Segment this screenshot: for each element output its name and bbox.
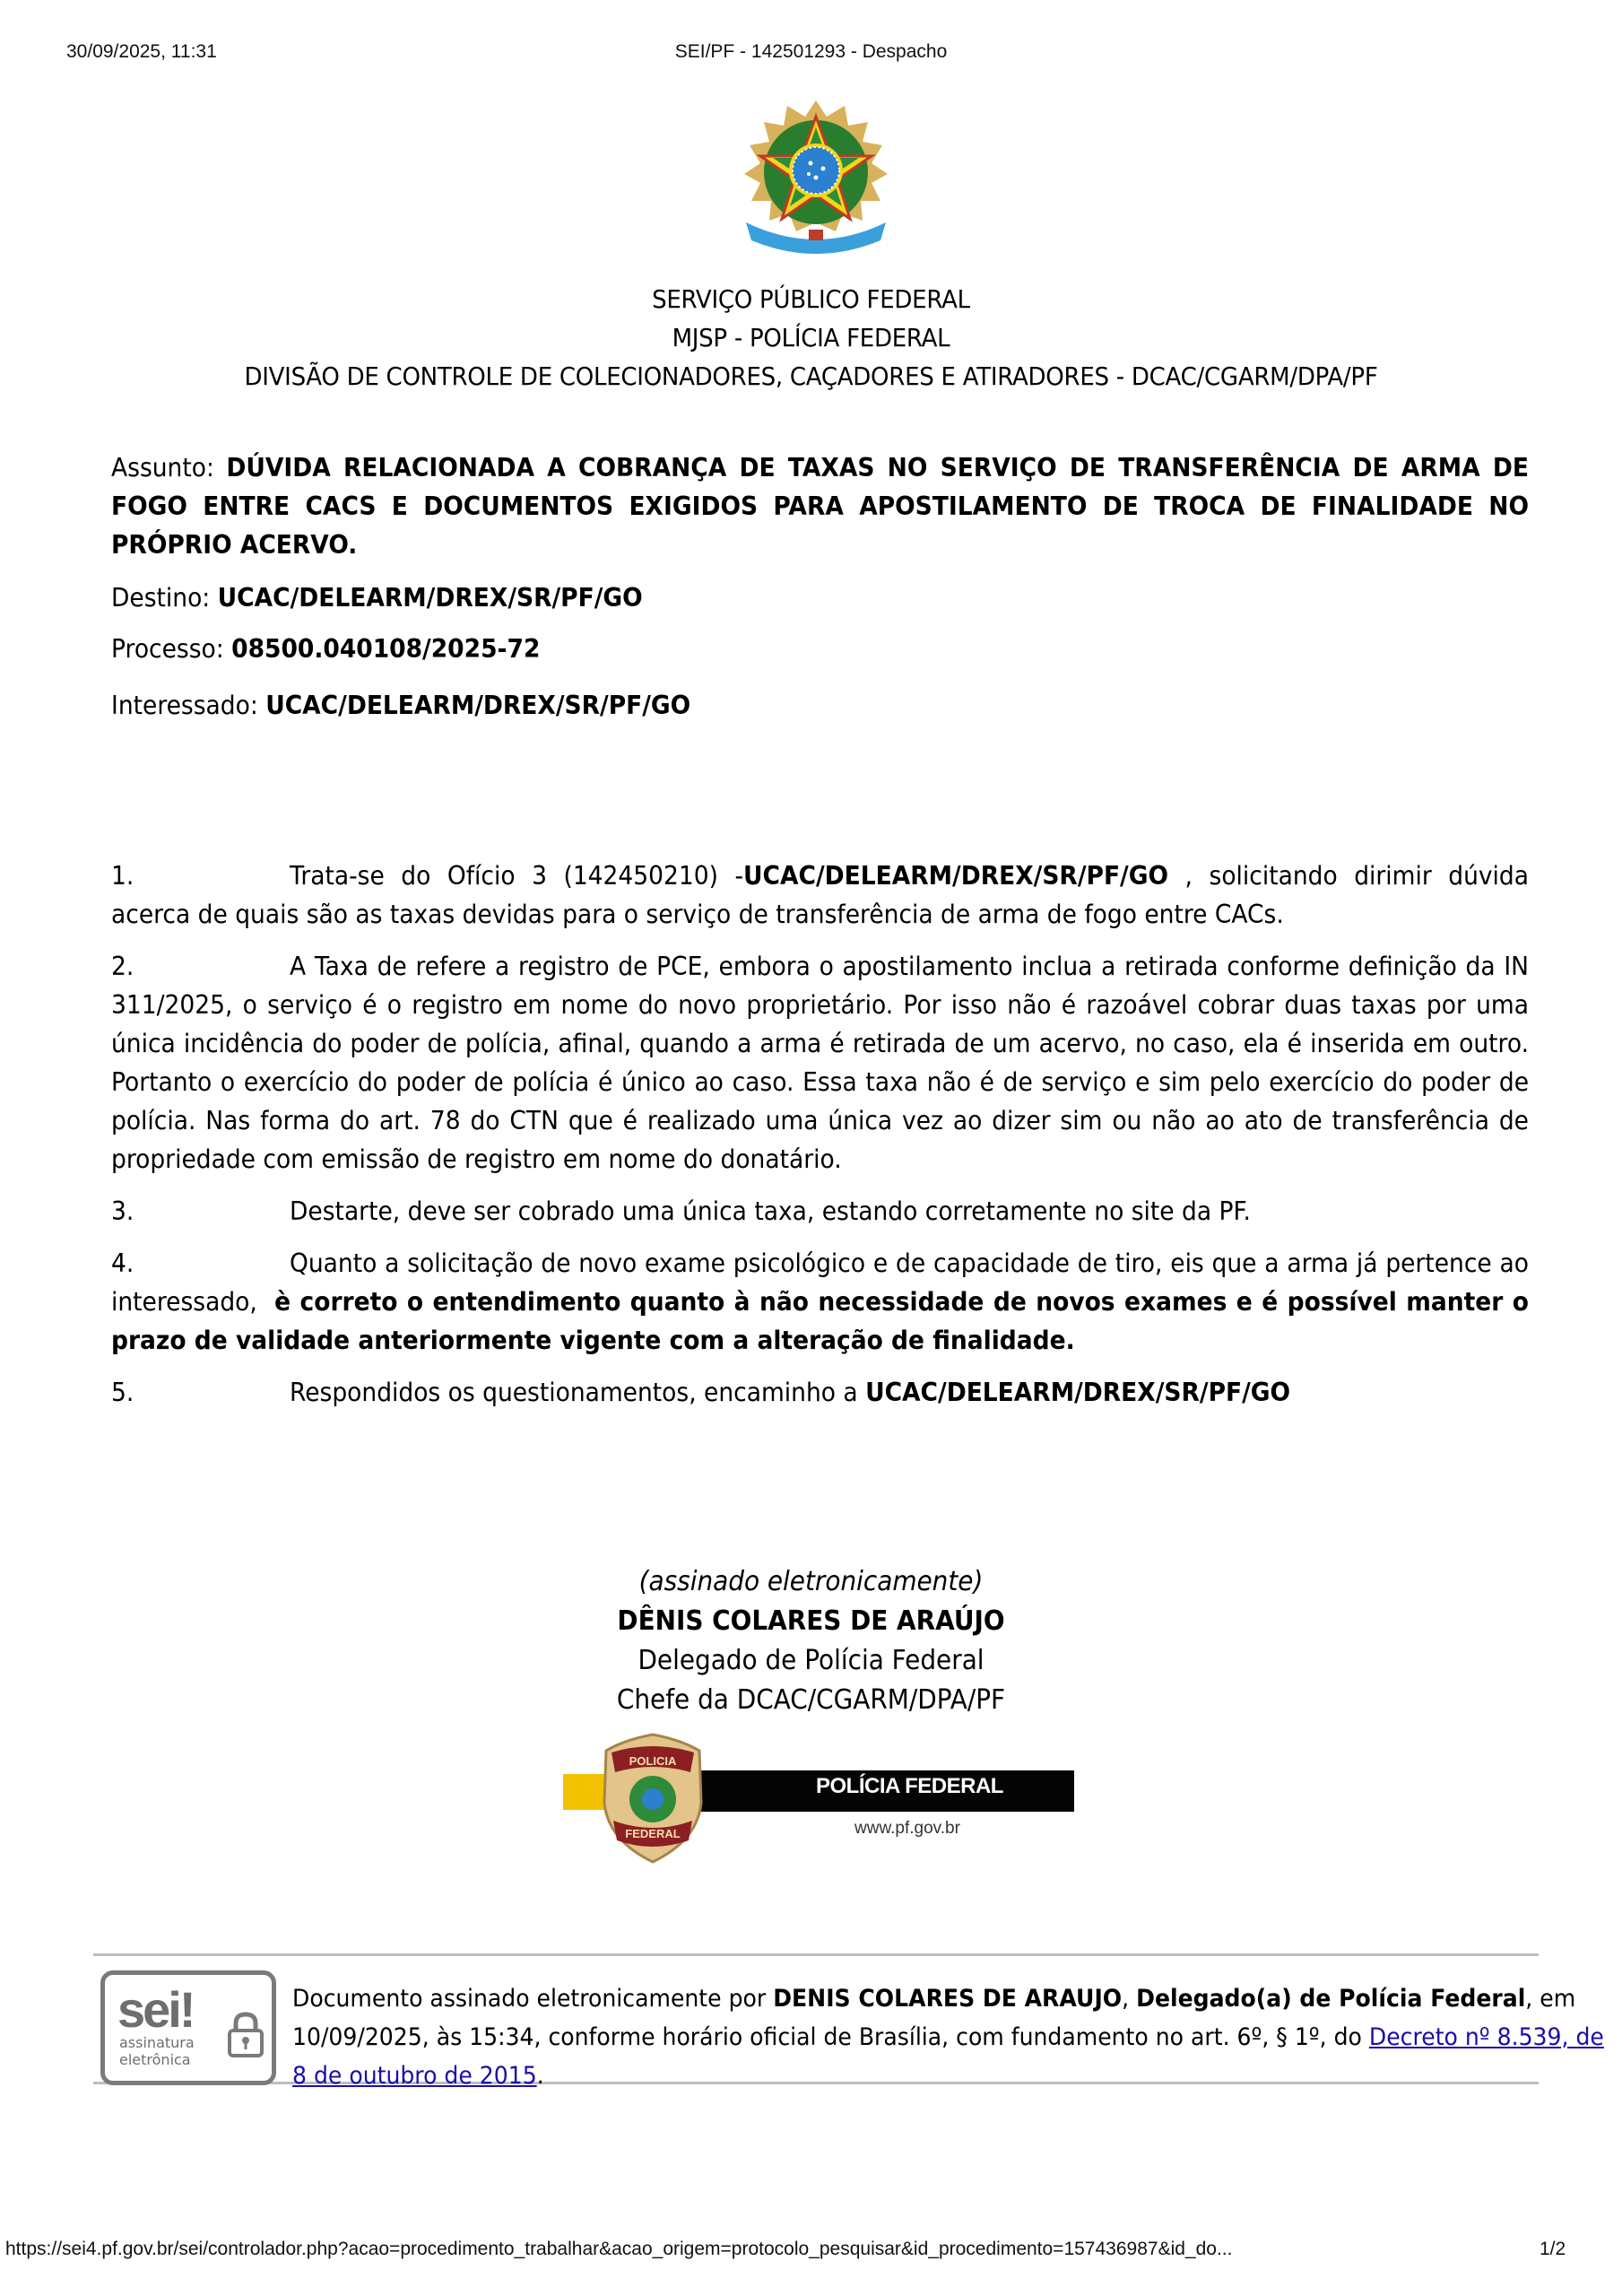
sei-logo-sub1: assinatura xyxy=(119,2034,195,2051)
interested-field xyxy=(111,691,1428,720)
statement-text: . xyxy=(536,2062,544,2090)
paragraph-text: Quanto a solicitação de novo exame psicológico e de capacidade de tiro, eis que a arma já pertence ao interessado, xyxy=(111,1248,1537,1317)
paragraph-text: A Taxa de refere a registro de PCE, embora o apostilamento inclua a retirada conforme definição da IN 311/2025, o serviço é o registro em nome do novo proprietário. Por isso não é razoável cobrar duas taxas por uma única incidência do poder de polícia, afinal, quando a arma é retirada de um acervo, no caso, ela é inserida em outro. Portanto o exercício do poder de polícia é único ao caso. Essa taxa não é de serviço e sim pelo exercício do poder de polícia. Nas forma do art. 78 do CTN que é realizado uma única vez ao dizer sim ou não ao ato de transferência de propriedade com emissão de registro em nome do donatário. xyxy=(111,952,1529,1174)
policia-federal-logo xyxy=(563,1729,1074,1873)
process-field xyxy=(111,634,1428,664)
org-line-ministry: MJSP - POLÍCIA FEDERAL xyxy=(672,323,950,352)
interested-value: UCAC/DELEARM/DREX/SR/PF/GO xyxy=(265,691,691,720)
subject-label: Assunto: xyxy=(111,453,227,483)
paragraph-number: 3. xyxy=(111,1196,134,1226)
sei-logo-subtitle xyxy=(119,2034,195,2068)
electronic-signature-stamp xyxy=(93,1953,1604,2090)
paragraph-text: , solicitando dirimir dúvida acerca de quais são as taxas devidas para o serviço de transferência de arma de fogo entre CACs. xyxy=(111,861,1529,929)
process-number: 08500.040108/2025-72 xyxy=(231,634,541,664)
signed-note: (assinado eletronicamente) xyxy=(638,1566,984,1597)
paragraph-text: Respondidos os questionamentos, encaminho a xyxy=(290,1378,866,1407)
statement-text: , em 10/09/2025, às 15:34, conforme horário oficial de Brasília, com fundamento no art. 6º, § 1º, do xyxy=(292,1985,1576,2051)
organization-header xyxy=(56,280,1565,396)
interested-label: Interessado: xyxy=(111,691,266,720)
paragraph-bold-text: UCAC/DELEARM/DREX/SR/PF/GO xyxy=(743,861,1169,891)
subject-field xyxy=(111,448,1529,564)
statement-text: , xyxy=(1122,1985,1137,2013)
org-line-service: SERVIÇO PÚBLICO FEDERAL xyxy=(652,284,970,314)
print-footer xyxy=(0,2239,1622,2266)
paragraph-bold-text: UCAC/DELEARM/DREX/SR/PF/GO xyxy=(865,1378,1291,1407)
logo-url: www.pf.gov.br xyxy=(854,1819,960,1838)
paragraph-number: 2. xyxy=(111,952,134,981)
signer-unit: Chefe da DCAC/CGARM/DPA/PF xyxy=(616,1684,1006,1716)
sei-logo-sub2: eletrônica xyxy=(119,2051,191,2068)
paragraph-number: 5. xyxy=(111,1378,134,1407)
paragraph-text: Trata-se do Ofício 3 (142450210) - xyxy=(290,861,744,891)
statement-text: Documento assinado eletronicamente por xyxy=(292,1985,774,2013)
destination-field xyxy=(111,583,1428,613)
statement-signer-role: Delegado(a) de Polícia Federal xyxy=(1136,1985,1526,2013)
paragraph-3 xyxy=(111,1192,1529,1231)
paragraph-5 xyxy=(111,1373,1529,1412)
badge-bottom-text: FEDERAL xyxy=(625,1827,681,1840)
signature-statement xyxy=(292,1979,1609,2095)
subject-value: DÚVIDA RELACIONADA A COBRANÇA DE TAXAS NO SERVIÇO DE TRANSFERÊNCIA DE ARMA DE FOGO ENTRE CACS E DOCUMENTOS EXIGIDOS PARA APOSTILAMENTO DE TROCA DE FINALIDADE NO PRÓPRIO ACERVO. xyxy=(111,453,1530,560)
paragraph-1 xyxy=(111,857,1529,934)
logo-title: POLÍCIA FEDERAL xyxy=(816,1774,1003,1798)
decree-link[interactable]: Decreto nº 8.539, de 8 de outubro de 2015 xyxy=(292,2023,1604,2090)
lock-icon xyxy=(227,2011,265,2057)
destination-label: Destino: xyxy=(111,583,218,613)
police-badge-icon xyxy=(599,1731,707,1866)
document-body xyxy=(111,857,1537,1425)
paragraph-text: Destarte, deve ser cobrado uma única taxa, estando corretamente no site da PF. xyxy=(290,1196,1251,1226)
signer-name: DÊNIS COLARES DE ARAÚJO xyxy=(617,1605,1005,1637)
destination-value: UCAC/DELEARM/DREX/SR/PF/GO xyxy=(217,583,643,613)
process-label: Processo: xyxy=(111,634,232,664)
badge-top-text: POLICIA xyxy=(629,1754,677,1768)
sei-logo-word: sei! xyxy=(117,1981,194,2038)
sei-logo xyxy=(100,1970,276,2085)
paragraph-number: 4. xyxy=(111,1248,134,1278)
print-document-title: SEI/PF - 142501293 - Despacho xyxy=(674,41,948,62)
coat-of-arms-icon xyxy=(728,97,904,258)
paragraph-bold-text: è correto o entendimento quanto à não necessidade de novos exames e é possível manter o prazo de validade anteriormente vigente com a alteração de finalidade. xyxy=(111,1287,1530,1355)
paragraph-4 xyxy=(111,1244,1537,1360)
print-datetime: 30/09/2025, 11:31 xyxy=(66,41,217,62)
print-url: https://sei4.pf.gov.br/sei/controlador.php?acao=procedimento_trabalhar&acao_origem=protocolo_pesquisar&id_procedimento=157436987&id_do... xyxy=(5,2239,1233,2259)
org-line-division: DIVISÃO DE CONTROLE DE COLECIONADORES, CAÇADORES E ATIRADORES - DCAC/CGARM/DPA/PF xyxy=(244,361,1378,391)
signer-role: Delegado de Polícia Federal xyxy=(638,1645,984,1676)
page-number: 1/2 xyxy=(1540,2239,1566,2259)
paragraph-2 xyxy=(111,947,1529,1178)
paragraph-number: 1. xyxy=(111,861,134,891)
print-header xyxy=(0,41,1622,68)
signature-block xyxy=(56,1562,1565,1720)
statement-signer: DENIS COLARES DE ARAUJO xyxy=(773,1985,1123,2013)
